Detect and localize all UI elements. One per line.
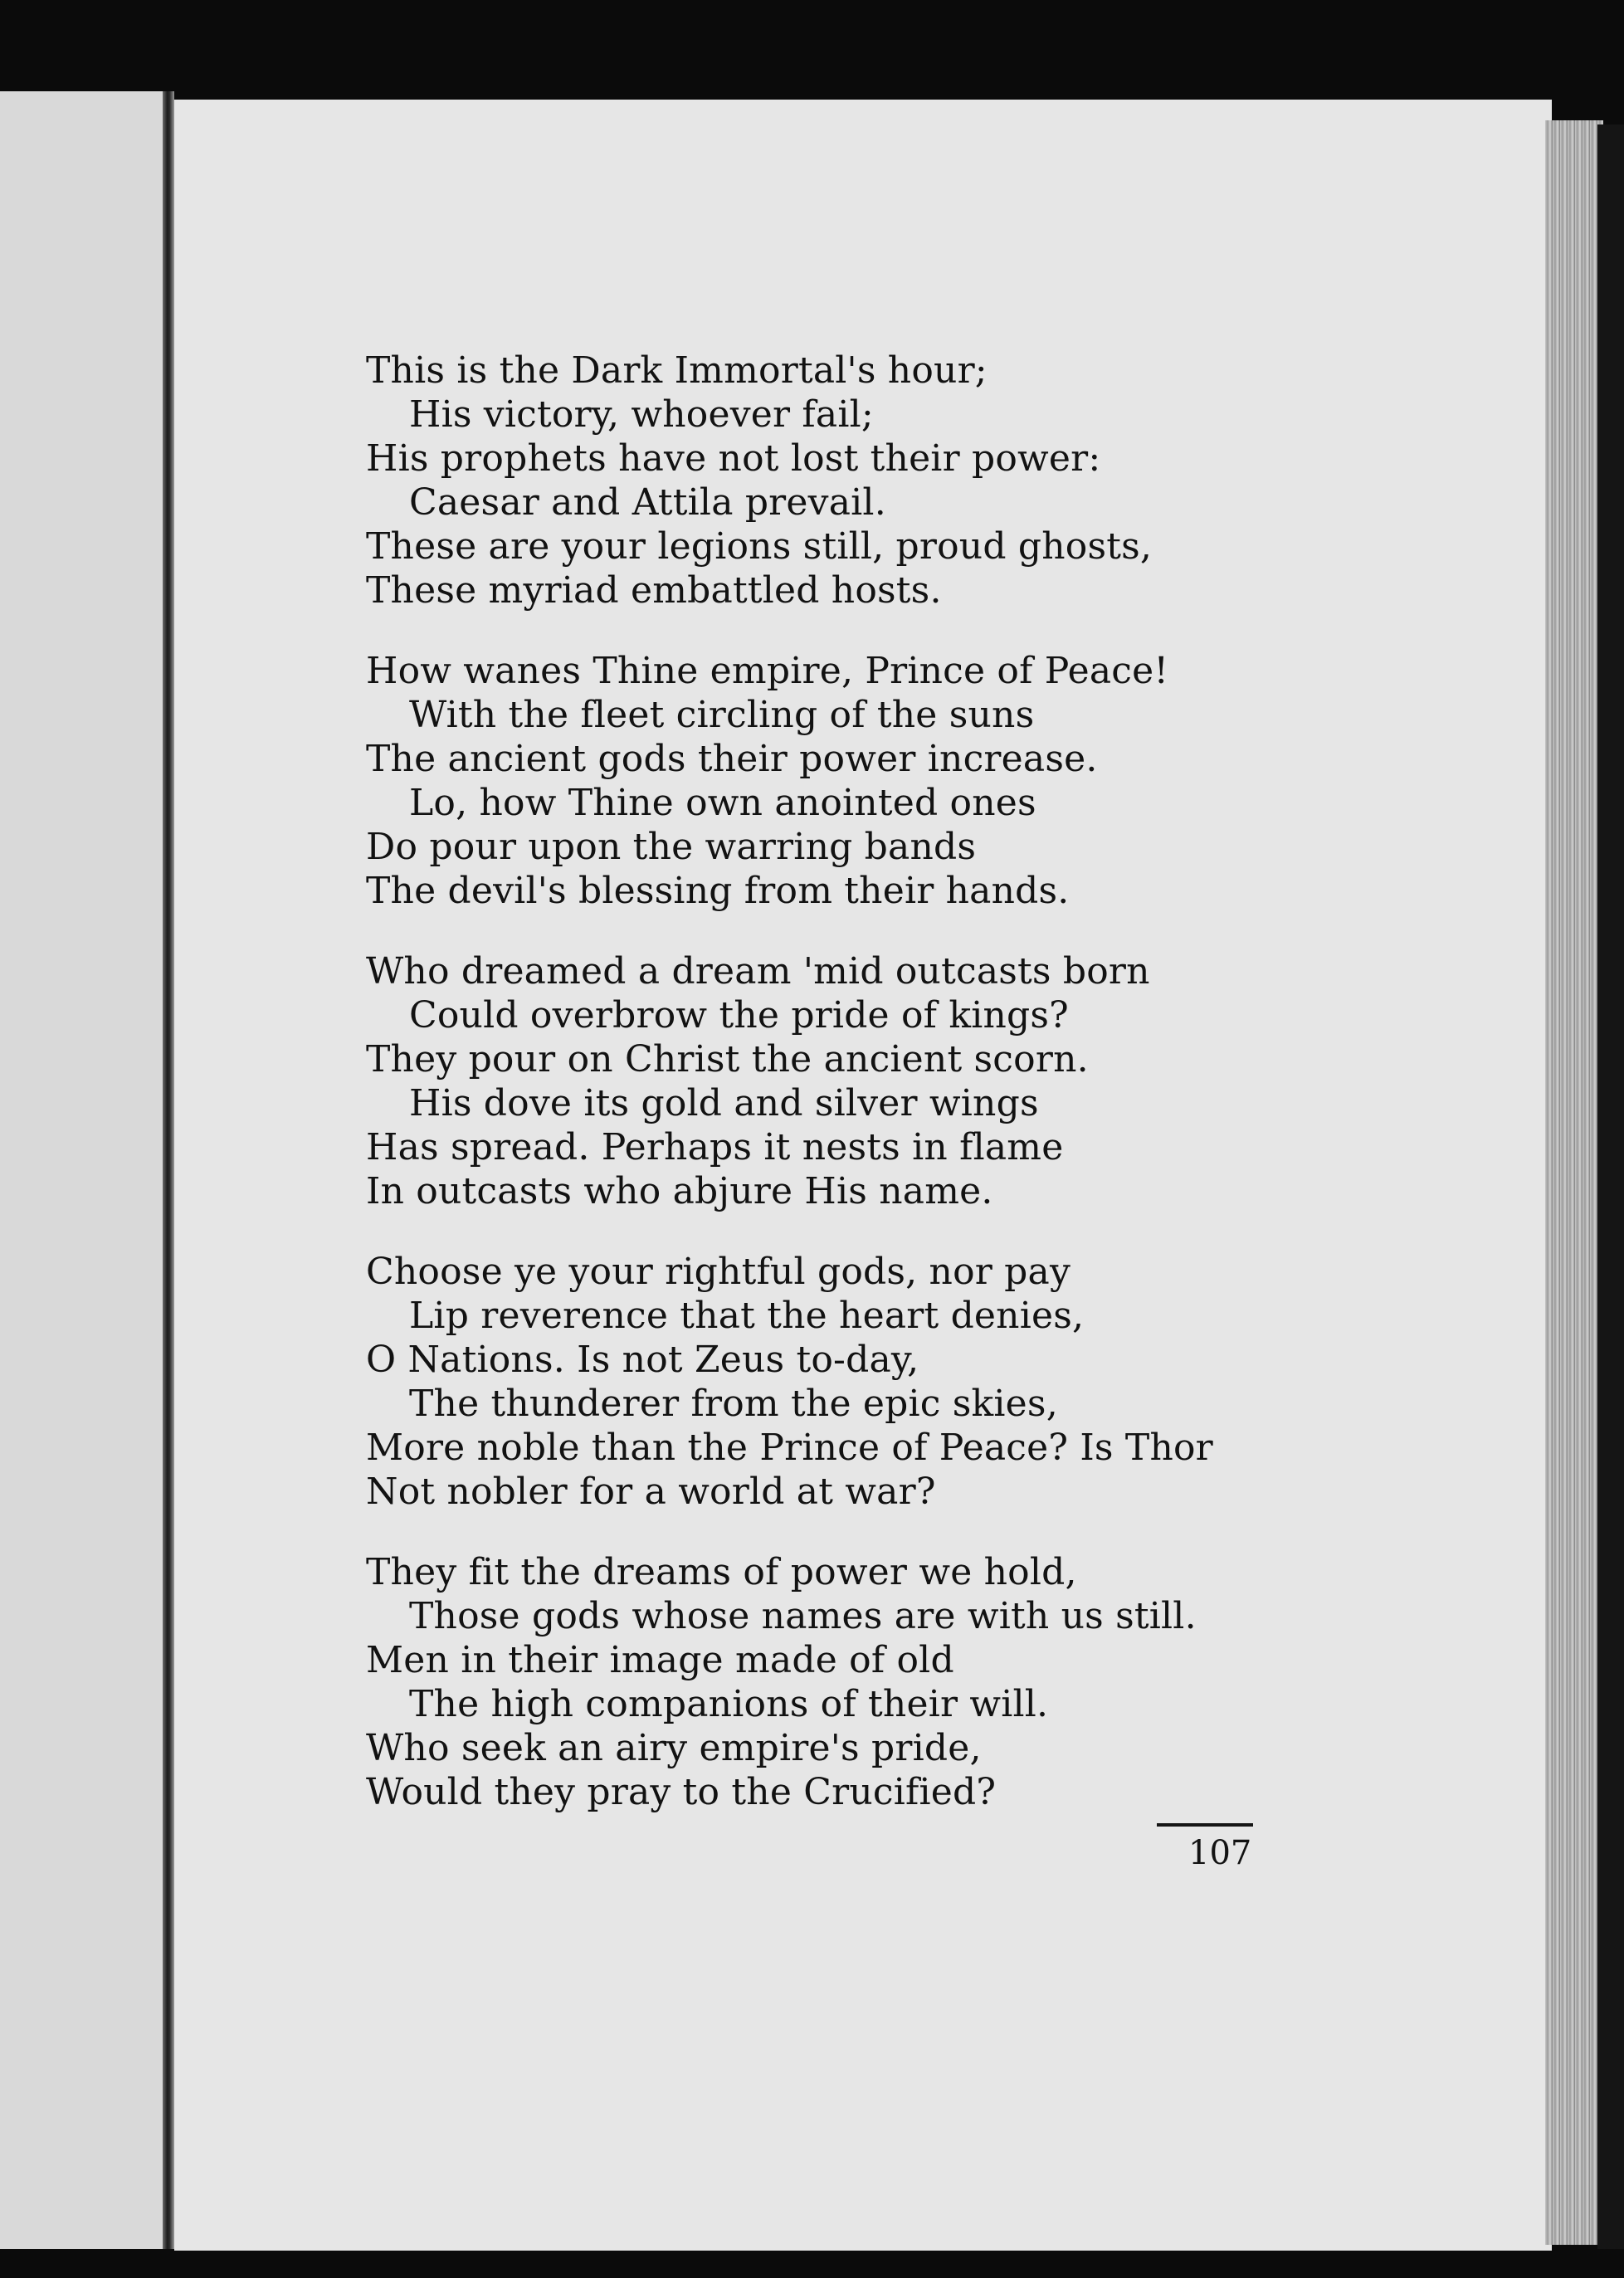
poem-line: Caesar and Attila prevail. [409,481,886,524]
poem-line: Who seek an airy empire's pride, [366,1727,982,1769]
poem-line: The high companions of their will. [409,1683,1049,1725]
poem-line: These are your legions still, proud ghosts, [366,525,1153,568]
poem-line: His dove its gold and silver wings [409,1082,1039,1124]
poem-line: Could overbrow the pride of kings? [409,994,1069,1037]
poem-line: More noble than the Prince of Peace? Is Thor [366,1427,1213,1469]
poem-line: Choose ye your rightful gods, nor pay [366,1251,1071,1293]
stanza-2 [366,649,1362,913]
poem-line: Do pour upon the warring bands [366,826,977,868]
book-gutter [163,91,174,2249]
stanza-4 [366,1250,1362,1514]
poem-line: In outcasts who abjure His name. [366,1170,993,1212]
poem-line: O Nations. Is not Zeus to-day, [366,1339,919,1381]
poem-line: His prophets have not lost their power: [366,437,1101,480]
poem-line: This is the Dark Immortal's hour; [366,349,988,392]
poem-line: The ancient gods their power increase. [366,738,1098,780]
stanza-5 [366,1550,1362,1814]
poem-line: Men in their image made of old [366,1639,954,1681]
poem-line: Who dreamed a dream 'mid outcasts born [366,950,1150,993]
poem-line: With the fleet circling of the suns [409,694,1035,736]
poem-line: Would they pray to the Crucified? [366,1771,997,1813]
poem-line: His victory, whoever fail; [409,393,874,436]
page-number: 107 [1188,1834,1252,1872]
poem-line: Has spread. Perhaps it nests in flame [366,1126,1064,1168]
previous-page-edge [0,91,166,2249]
scan-border [0,2251,1624,2278]
poem-text [366,349,1362,1851]
poem-line: Not nobler for a world at war? [366,1471,936,1513]
poem-line: These myriad embattled hosts. [366,569,942,612]
page-number-rule [1157,1823,1253,1827]
poem-line: They pour on Christ the ancient scorn. [366,1038,1089,1080]
poem-line: Lo, how Thine own anointed ones [409,782,1036,824]
poem-line: The thunderer from the epic skies, [409,1383,1058,1425]
cover-edge [1597,124,1624,2249]
poem-line: The devil's blessing from their hands. [366,870,1070,912]
poem-line: Lip reverence that the heart denies, [409,1295,1085,1337]
page-edges [1545,120,1603,2245]
poem-line: They fit the dreams of power we hold, [366,1551,1077,1593]
poem-line: Those gods whose names are with us still. [409,1595,1197,1637]
stanza-3 [366,949,1362,1213]
stanza-1 [366,349,1362,612]
poem-line: How wanes Thine empire, Prince of Peace! [366,650,1169,692]
